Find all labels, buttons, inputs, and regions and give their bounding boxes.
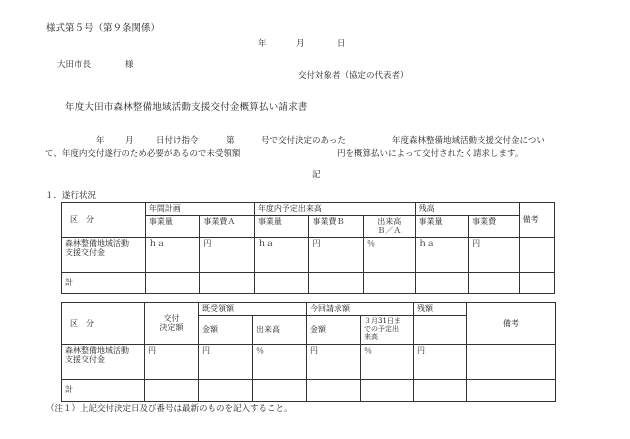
body-decision: 号で交付決定のあった: [261, 136, 346, 146]
t1-cell-yen-3: 円: [469, 237, 520, 272]
body-dai: 第: [226, 136, 235, 146]
section-1-heading: １．遂行状況: [45, 191, 97, 201]
t2-cell-remarks: [467, 344, 556, 379]
addressee-mayor: 大田市長: [57, 60, 92, 70]
t1-work-cost-a: 事業費Ａ: [200, 215, 255, 237]
footnote: （注１）上記交付決定日及び番号は最新のものを記入すること。: [46, 404, 293, 414]
applicant-label: 交付対象者（協定の代表者）: [298, 71, 409, 81]
t1-remarks: 備考: [519, 203, 554, 238]
t2-total-cell: [361, 379, 414, 401]
t1-total-cell: [364, 272, 416, 293]
t2-completion: 出来高: [253, 315, 307, 344]
t1-work-cost-b: 事業費Ｂ: [309, 215, 364, 237]
t2-total-label: 計: [62, 379, 145, 401]
t2-remarks: 備考: [467, 303, 556, 345]
t2-col-group: 区 分: [62, 303, 145, 345]
date-year-label: 年: [258, 39, 267, 49]
t1-work-qty-3: 事業量: [415, 215, 469, 237]
t1-cell-yen-1: 円: [200, 237, 255, 272]
addressee-honorific: 様: [125, 60, 134, 70]
t2-cell-yen-4: 円: [414, 344, 467, 379]
t2-remaining: 残額: [414, 303, 467, 316]
t1-row-label: 森林整備地域活動 支援交付金: [62, 237, 146, 272]
t2-cell-pct-2: ％: [361, 344, 414, 379]
t1-cell-ha-1: ｈａ: [145, 237, 200, 272]
t2-total-cell: [467, 379, 556, 401]
t1-remaining: 残高: [415, 203, 519, 216]
ki-label: 記: [312, 170, 321, 180]
t2-row-label: 森林整備地域活動 支援交付金: [62, 344, 145, 379]
date-day-label: 日: [337, 39, 346, 49]
t2-total-cell: [145, 379, 199, 401]
t2-cell-yen-1: 円: [145, 344, 199, 379]
progress-table: [61, 202, 555, 294]
t1-work-qty-1: 事業量: [145, 215, 200, 237]
request-table: [61, 302, 556, 402]
t1-cell-ha-2: ｈａ: [254, 237, 309, 272]
t2-received: 既受領額: [199, 303, 307, 316]
t1-work-cost: 事業費: [469, 215, 520, 237]
t2-current-request: 今回請求額: [307, 303, 414, 316]
t1-total-cell: [200, 272, 255, 293]
t1-total-cell: [254, 272, 309, 293]
t2-cell-pct-1: ％: [253, 344, 307, 379]
body-line2-b: 円を概算払いによって交付されたく請求します。: [337, 149, 524, 159]
t2-total-cell: [253, 379, 307, 401]
document-title: 年度大田市森林整備地域活動支援交付金概算払い請求書: [65, 102, 308, 113]
t1-col-group: 区 分: [62, 203, 146, 238]
t1-total-cell: [145, 272, 200, 293]
t2-planned-march: ３月31日ま での予定出 来高: [361, 315, 414, 344]
t2-cell-yen-2: 円: [199, 344, 253, 379]
t1-cell-remarks: [519, 237, 554, 272]
t1-completion-ratio: 出来高 Ｂ／Ａ: [364, 215, 416, 237]
date-month-label: 月: [296, 39, 305, 49]
body-grant-text: 年度森林整備地域活動支援交付金につい: [392, 136, 545, 146]
t1-total-cell: [519, 272, 554, 293]
form-number: 様式第５号（第９条関係）: [46, 23, 161, 34]
t1-total-cell: [309, 272, 364, 293]
t2-total-cell: [199, 379, 253, 401]
body-year: 年: [96, 136, 105, 146]
t2-grant-amount: 交付 決定額: [145, 303, 199, 345]
body-month: 月: [125, 136, 134, 146]
t1-annual-plan: 年間計画: [145, 203, 254, 216]
t2-remaining-sub: [414, 315, 467, 344]
t1-total-label: 計: [62, 272, 146, 293]
t1-total-cell: [469, 272, 520, 293]
t1-total-cell: [415, 272, 469, 293]
t2-amount-1: 金額: [199, 315, 253, 344]
body-day-directive: 日付け指令: [156, 136, 199, 146]
t2-total-cell: [307, 379, 361, 401]
t2-cell-yen-3: 円: [307, 344, 361, 379]
t2-total-cell: [414, 379, 467, 401]
t1-cell-yen-2: 円: [309, 237, 364, 272]
t1-cell-pct: ％: [364, 237, 416, 272]
t1-work-qty-2: 事業量: [254, 215, 309, 237]
body-line2-a: て、年度内交付遂行のため必要があるので未受領額: [45, 149, 241, 159]
t2-amount-2: 金額: [307, 315, 361, 344]
t1-expected: 年度内予定出来高: [254, 203, 415, 216]
t1-cell-ha-3: ｈａ: [415, 237, 469, 272]
